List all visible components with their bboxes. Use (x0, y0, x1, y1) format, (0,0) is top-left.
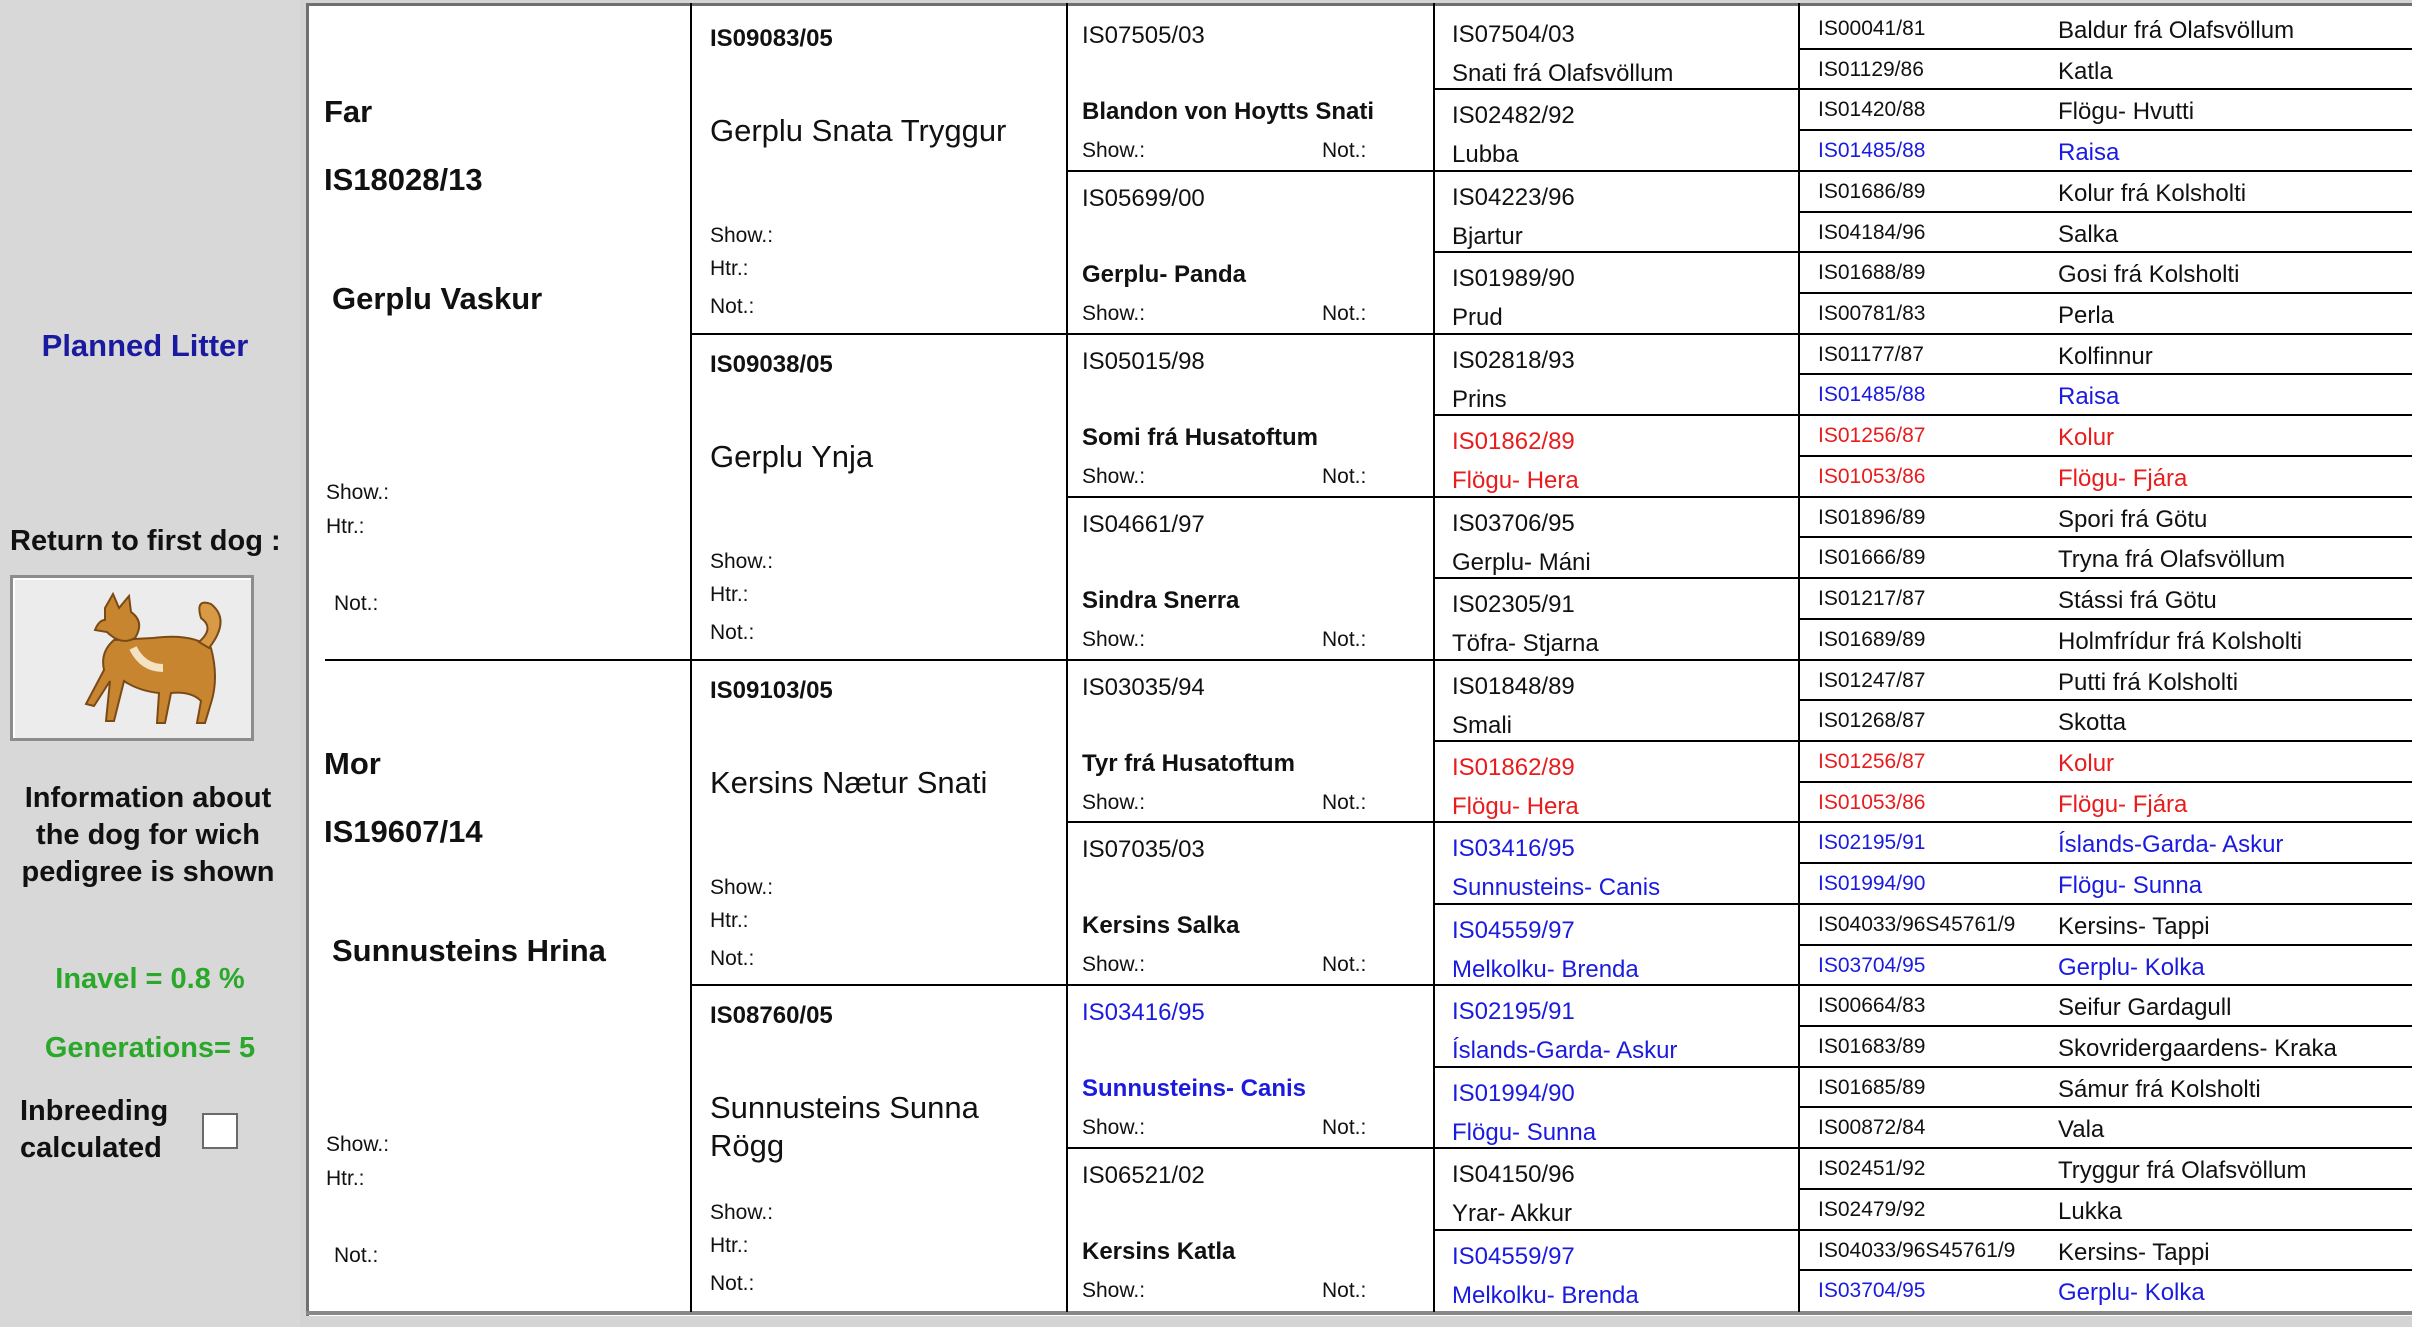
grid-line (1435, 984, 1798, 986)
g3-reg: IS03035/94 (1082, 673, 1205, 701)
g4-name: Snati frá Olafsvöllum (1452, 60, 1674, 87)
grid-line (1800, 944, 2412, 946)
htr-label: Htr.: (326, 1166, 365, 1190)
grid-line (1800, 740, 2412, 742)
g5-reg: IS01177/87 (1818, 342, 1924, 366)
g4-name: Sunnusteins- Canis (1452, 874, 1661, 902)
grandparent-reg: IS09083/05 (710, 25, 833, 52)
grid-line (1800, 659, 2412, 661)
not-label: Not.: (1322, 301, 1367, 325)
g5-name: Skotta (2058, 709, 2127, 737)
g5-name: Gerplu- Kolka (2058, 953, 2205, 981)
grid-line (1800, 251, 2412, 253)
show-label: Show.: (1082, 790, 1146, 814)
grid-line (1800, 577, 2412, 579)
g5-reg: IS01485/88 (1818, 383, 1926, 407)
grandparent-name: Gerplu Ynja (710, 438, 874, 474)
grid-line (1435, 251, 1798, 253)
inbreeding-coefficient: Inavel = 0.8 % (55, 963, 245, 995)
g5-name: Holmfrídur frá Kolsholti (2058, 627, 2303, 655)
grid-line (1068, 659, 1433, 661)
g3-reg: IS05015/98 (1082, 347, 1205, 375)
htr-label: Htr.: (710, 1234, 749, 1258)
grid-line (1800, 170, 2412, 172)
g5-name: Kersins- Tappi (2058, 1238, 2210, 1266)
g5-name: Íslands-Garda- Askur (2058, 831, 2284, 859)
g4-name: Töfra- Stjarna (1452, 630, 1599, 658)
not-label: Not.: (334, 1243, 379, 1267)
not-label: Not.: (1322, 627, 1367, 651)
g3-name: Somi frá Husatoftum (1082, 423, 1319, 451)
g4-name: Flögu- Sunna (1452, 1118, 1597, 1146)
grid-line (1435, 333, 1798, 335)
return-to-first-dog-button[interactable] (10, 575, 254, 741)
grid-line (1800, 129, 2412, 131)
not-label: Not.: (1322, 139, 1367, 162)
inbreeding-label: Inbreeding calculated (20, 1095, 169, 1164)
g5-reg: IS01217/87 (1818, 587, 1926, 611)
g4-reg: IS04150/96 (1452, 1161, 1575, 1189)
g5-name: Seifur Gardagull (2058, 994, 2232, 1022)
g5-reg: IS01256/87 (1818, 749, 1926, 773)
left-panel (0, 0, 300, 1327)
htr-label: Htr.: (326, 515, 365, 538)
info-text: Information about the dog for wich pedigree is shown (21, 782, 275, 888)
show-label: Show.: (710, 1201, 774, 1225)
g5-reg: IS04184/96 (1818, 220, 1926, 244)
g3-reg: IS06521/02 (1082, 1162, 1205, 1190)
g5-reg: IS04033/96S45761/9 (1818, 912, 2016, 936)
inbreeding-checkbox[interactable] (202, 1113, 238, 1149)
not-label: Not.: (1322, 953, 1367, 977)
show-label: Show.: (1082, 1116, 1146, 1140)
grid-line (325, 659, 690, 661)
g4-name: Prins (1452, 385, 1507, 413)
g5-name: Flögu- Hvutti (2058, 98, 2195, 126)
g4-reg: IS01989/90 (1452, 265, 1575, 293)
g5-name: Perla (2058, 302, 2115, 330)
g5-name: Stássi frá Götu (2058, 587, 2217, 615)
g5-reg: IS00041/81 (1818, 17, 1926, 40)
not-label: Not.: (1322, 464, 1367, 488)
g4-reg: IS03416/95 (1452, 835, 1575, 863)
g5-reg: IS01683/89 (1818, 1034, 1926, 1058)
table-bottom-border (306, 1311, 2412, 1315)
grid-line (1435, 577, 1798, 579)
not-label: Not.: (710, 620, 755, 644)
g5-reg: IS01247/87 (1818, 668, 1926, 692)
grid-line (1435, 496, 1798, 498)
return-label: Return to first dog : (10, 525, 281, 557)
parent-role: Far (324, 94, 373, 129)
planned-litter-link[interactable]: Planned Litter (41, 328, 249, 363)
g5-reg: IS01053/86 (1818, 464, 1926, 488)
grid-line (1800, 88, 2412, 90)
g3-name: Blandon von Hoytts Snati (1082, 98, 1375, 125)
g5-name: Gosi frá Kolsholti (2058, 261, 2240, 289)
htr-label: Htr.: (710, 582, 749, 606)
show-label: Show.: (1082, 464, 1146, 488)
grid-line (692, 984, 1066, 986)
grid-line (1068, 984, 1433, 986)
g4-reg: IS01862/89 (1452, 428, 1575, 456)
grid-line (1800, 781, 2412, 783)
show-label: Show.: (326, 1132, 390, 1156)
g5-name: Sámur frá Kolsholti (2058, 1075, 2261, 1103)
g5-name: Vala (2058, 1116, 2105, 1144)
g3-name: Sunnusteins- Canis (1082, 1075, 1307, 1103)
g3-reg: IS04661/97 (1082, 510, 1205, 538)
grandparent-reg: IS09038/05 (710, 350, 833, 378)
g3-name: Kersins Salka (1082, 912, 1240, 940)
grid-line (1800, 496, 2412, 498)
grid-line (1800, 903, 2412, 905)
grid-line (1800, 48, 2412, 50)
grandparent-reg: IS09103/05 (710, 676, 833, 704)
grandparent-reg: IS08760/05 (710, 1002, 833, 1030)
g4-name: Bjartur (1452, 222, 1523, 250)
g4-reg: IS07504/03 (1452, 21, 1575, 48)
g4-name: Melkolku- Brenda (1452, 1281, 1639, 1309)
g5-name: Tryggur frá Olafsvöllum (2058, 1157, 2307, 1185)
grandparent-name: Kersins Nætur Snati (710, 764, 988, 800)
g5-name: Tryna frá Olafsvöllum (2058, 546, 2286, 574)
g3-reg: IS07505/03 (1082, 22, 1205, 49)
grid-line (1800, 821, 2412, 823)
grid-line (1800, 1229, 2412, 1231)
g5-name: Flögu- Fjára (2058, 464, 2188, 492)
grid-line (1435, 414, 1798, 416)
g5-reg: IS03704/95 (1818, 1279, 1926, 1303)
g4-name: Smali (1452, 711, 1513, 739)
grid-line (1435, 88, 1798, 90)
parent-reg: IS19607/14 (324, 813, 483, 849)
g5-name: Salka (2058, 220, 2119, 248)
g5-reg: IS03704/95 (1818, 953, 1926, 977)
grid-line (1068, 333, 1433, 335)
grid-line (1800, 1106, 2412, 1108)
not-label: Not.: (710, 1272, 755, 1296)
not-label: Not.: (1322, 1116, 1367, 1140)
show-label: Show.: (1082, 953, 1146, 977)
not-label: Not.: (1322, 790, 1367, 814)
g5-reg: IS04033/96S45761/9 (1818, 1238, 2016, 1262)
g5-name: Katla (2058, 57, 2113, 85)
g3-reg: IS05699/00 (1082, 184, 1205, 212)
g5-reg: IS02451/92 (1818, 1157, 1926, 1181)
grid-line (1800, 984, 2412, 986)
grid-line (1435, 740, 1798, 742)
grid-line (1800, 699, 2412, 701)
g5-reg: IS01129/86 (1818, 57, 1924, 81)
g5-name: Kolur (2058, 749, 2115, 777)
grid-line (1435, 1229, 1798, 1231)
generations-count: Generations= 5 (44, 1032, 256, 1064)
g5-name: Skovridergaardens- Kraka (2058, 1034, 2337, 1062)
g5-reg: IS01685/89 (1818, 1075, 1926, 1099)
grid-line (1800, 1269, 2412, 1271)
g5-reg: IS01896/89 (1818, 505, 1926, 529)
htr-label: Htr.: (710, 908, 749, 932)
g5-name: Lukka (2058, 1197, 2123, 1225)
g4-name: Íslands-Garda- Askur (1452, 1037, 1678, 1065)
grid-line (1800, 333, 2412, 335)
g5-reg: IS01994/90 (1818, 872, 1926, 896)
grid-line (1800, 211, 2412, 213)
g5-name: Kolfinnur (2058, 342, 2153, 370)
g4-reg: IS04559/97 (1452, 1242, 1575, 1270)
htr-label: Htr.: (710, 257, 749, 280)
g5-name: Flögu- Fjára (2058, 790, 2188, 818)
g4-name: Melkolku- Brenda (1452, 955, 1639, 983)
grid-line (1800, 618, 2412, 620)
g5-reg: IS00872/84 (1818, 1116, 1926, 1140)
grid-line (1800, 373, 2412, 375)
grid-line (1435, 659, 1798, 661)
g3-name: Gerplu- Panda (1082, 260, 1247, 288)
g5-name: Flögu- Sunna (2058, 872, 2203, 900)
show-label: Show.: (710, 224, 774, 247)
g4-reg: IS02195/91 (1452, 998, 1575, 1026)
grid-line (1068, 496, 1433, 498)
grid-line (1800, 1188, 2412, 1190)
not-label: Not.: (334, 592, 379, 615)
g5-reg: IS01053/86 (1818, 790, 1926, 814)
g5-reg: IS01268/87 (1818, 709, 1926, 733)
g5-name: Kolur (2058, 424, 2115, 452)
g5-name: Raisa (2058, 383, 2120, 411)
grid-line (1068, 170, 1433, 172)
g4-reg: IS02482/92 (1452, 102, 1575, 130)
grid-line (1798, 3, 1800, 1312)
show-label: Show.: (1082, 627, 1146, 651)
show-label: Show.: (1082, 301, 1146, 325)
g3-name: Tyr frá Husatoftum (1082, 749, 1295, 777)
g5-name: Raisa (2058, 139, 2120, 167)
grid-line (1435, 1066, 1798, 1068)
not-label: Not.: (710, 295, 755, 318)
parent-reg: IS18028/13 (324, 162, 483, 197)
g5-reg: IS00664/83 (1818, 994, 1926, 1018)
g5-reg: IS01256/87 (1818, 424, 1926, 448)
grid-line (1800, 455, 2412, 457)
grid-line (1800, 292, 2412, 294)
g4-name: Prud (1452, 304, 1503, 332)
g5-reg: IS01420/88 (1818, 98, 1926, 122)
g3-name: Kersins Katla (1082, 1238, 1236, 1266)
g5-reg: IS02479/92 (1818, 1197, 1926, 1221)
g3-reg: IS03416/95 (1082, 999, 1205, 1027)
g4-name: Lubba (1452, 141, 1519, 169)
grid-line (690, 3, 692, 1312)
g4-name: Flögu- Hera (1452, 792, 1579, 820)
grid-line (1800, 862, 2412, 864)
parent-name: Sunnusteins Hrina (332, 932, 606, 968)
dog-photo-icon (13, 578, 251, 738)
g4-reg: IS03706/95 (1452, 509, 1575, 537)
grid-line (1435, 821, 1798, 823)
g5-reg: IS02195/91 (1818, 831, 1926, 855)
g5-reg: IS01689/89 (1818, 627, 1926, 651)
g4-reg: IS02305/91 (1452, 591, 1575, 619)
g4-reg: IS04223/96 (1452, 183, 1575, 211)
grid-line (1800, 1066, 2412, 1068)
grandparent-name: Sunnusteins Sunna Rögg (710, 1090, 979, 1164)
g4-reg: IS01848/89 (1452, 672, 1575, 700)
g5-name: Spori frá Götu (2058, 505, 2208, 533)
not-label: Not.: (710, 946, 755, 970)
g4-name: Flögu- Hera (1452, 467, 1579, 495)
not-label: Not.: (1322, 1279, 1367, 1303)
g5-reg: IS01666/89 (1818, 546, 1926, 570)
g4-name: Gerplu- Máni (1452, 548, 1591, 576)
g4-reg: IS04559/97 (1452, 916, 1575, 944)
g3-name: Sindra Snerra (1082, 586, 1240, 614)
grid-line (1068, 821, 1433, 823)
grandparent-name: Gerplu Snata Tryggur (710, 113, 1007, 148)
show-label: Show.: (1082, 1279, 1146, 1303)
grid-line (1800, 1147, 2412, 1149)
g5-name: Gerplu- Kolka (2058, 1279, 2205, 1307)
g5-name: Putti frá Kolsholti (2058, 668, 2239, 696)
grid-line (1800, 414, 2412, 416)
grid-line (1435, 903, 1798, 905)
g4-name: Yrar- Akkur (1452, 1200, 1573, 1228)
g5-name: Kolur frá Kolsholti (2058, 179, 2247, 207)
g4-reg: IS02818/93 (1452, 346, 1575, 374)
g5-reg: IS00781/83 (1818, 302, 1926, 326)
g3-reg: IS07035/03 (1082, 836, 1205, 864)
g4-reg: IS01994/90 (1452, 1079, 1575, 1107)
show-label: Show.: (326, 481, 390, 504)
parent-role: Mor (324, 745, 381, 781)
grid-line (692, 659, 1066, 661)
grid-line (1433, 3, 1435, 1312)
g5-reg: IS01686/89 (1818, 179, 1926, 203)
grid-line (1068, 1147, 1433, 1149)
parent-name: Gerplu Vaskur (332, 281, 543, 316)
g5-name: Baldur frá Olafsvöllum (2058, 17, 2295, 44)
grid-line (1435, 170, 1798, 172)
g5-reg: IS01688/89 (1818, 261, 1926, 285)
g4-reg: IS01862/89 (1452, 753, 1575, 781)
grid-line (1435, 1147, 1798, 1149)
g5-reg: IS01485/88 (1818, 139, 1926, 163)
grid-line (1800, 536, 2412, 538)
show-label: Show.: (710, 549, 774, 573)
grid-line (1800, 1025, 2412, 1027)
grid-line (1066, 3, 1068, 1312)
show-label: Show.: (710, 875, 774, 899)
show-label: Show.: (1082, 139, 1146, 162)
grid-line (692, 333, 1066, 335)
g5-name: Kersins- Tappi (2058, 912, 2210, 940)
